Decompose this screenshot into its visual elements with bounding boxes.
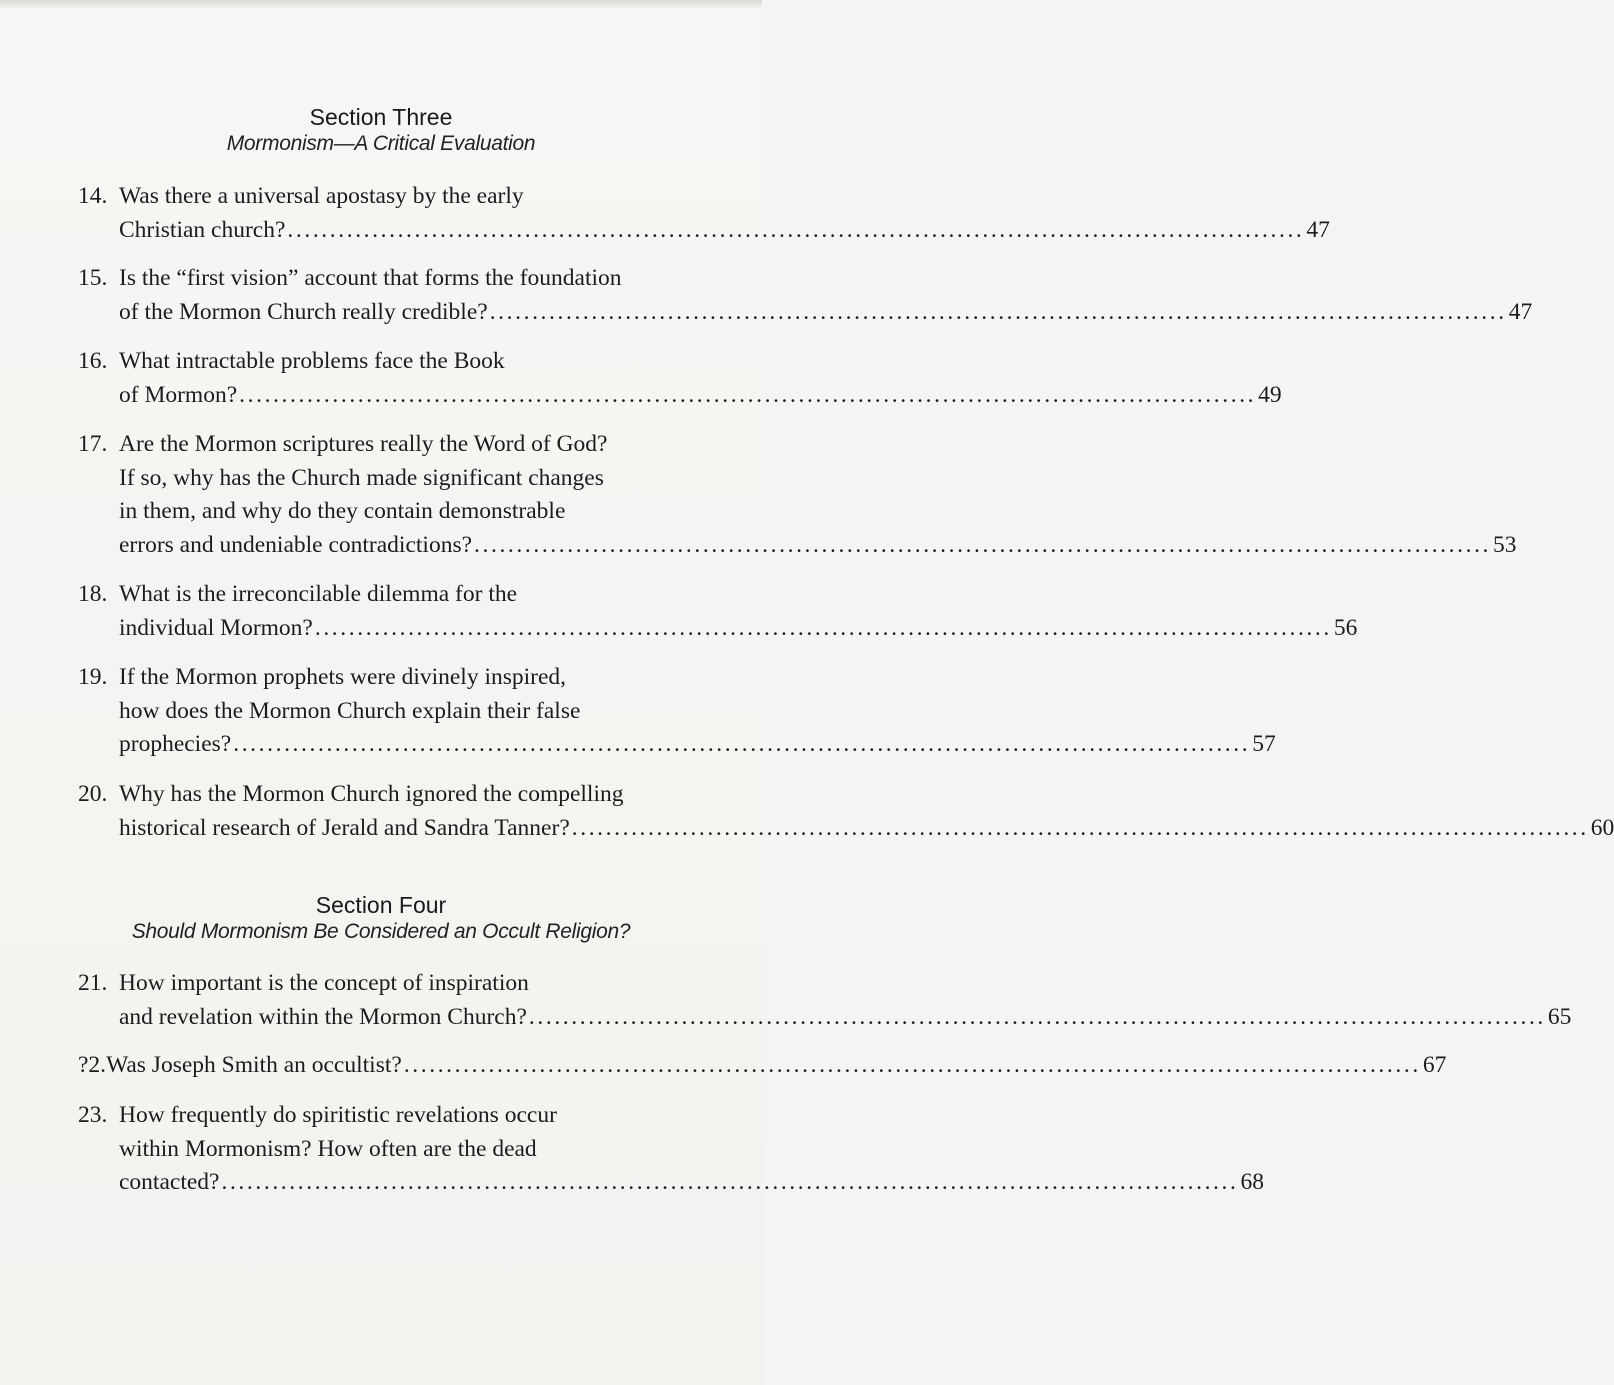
entry-text: Christian church? <box>119 216 286 243</box>
page-number: 60 <box>1590 814 1614 841</box>
section-header <box>0 103 762 157</box>
page-top-edge <box>0 0 762 8</box>
entry-number: ?2. <box>78 1052 107 1078</box>
entry-text: Was Joseph Smith an occultist? <box>106 1052 402 1078</box>
entry-text: If the Mormon prophets were divinely inspired, <box>119 664 567 690</box>
page-number: 47 <box>1306 216 1330 243</box>
entry-text: contacted? <box>119 1169 220 1196</box>
entry-text: How important is the concept of inspiration <box>119 970 529 996</box>
entry-number: 19. <box>78 664 108 690</box>
entry-text: of Mormon? <box>119 381 238 408</box>
toc-entry[interactable] <box>78 1049 1447 1083</box>
page-number: 57 <box>1252 731 1276 758</box>
dot-leader: ........................................................................................................................ <box>287 216 1305 243</box>
entry-number: 15. <box>78 265 108 291</box>
dot-leader: ........................................................................................................................ <box>474 531 1492 558</box>
entry-text: and revelation within the Mormon Church? <box>119 1003 527 1030</box>
page-number: 49 <box>1258 381 1282 408</box>
page-number: 67 <box>1422 1052 1447 1078</box>
toc-entry[interactable] <box>78 345 1282 412</box>
toc-entry[interactable] <box>78 180 1330 247</box>
entry-text: prophecies? <box>119 731 232 758</box>
section-subtitle: Should Mormonism Be Considered an Occult Religion? <box>131 920 631 943</box>
entry-text: within Mormonism? How often are the dead <box>119 1135 537 1162</box>
page-number: 56 <box>1333 614 1358 641</box>
entry-text: of the Mormon Church really credible? <box>119 298 488 325</box>
entry-text: How frequently do spiritistic revelations occur <box>119 1102 557 1128</box>
page-number: 53 <box>1493 531 1517 558</box>
section-subtitle: Mormonism—A Critical Evaluation <box>226 132 536 155</box>
entry-text: What is the irreconcilable dilemma for the <box>119 581 518 607</box>
toc-entry[interactable] <box>78 262 1533 329</box>
entry-number: 14. <box>78 183 108 209</box>
entry-text: how does the Mormon Church explain their false <box>119 697 581 724</box>
dot-leader: ........................................................................................................................ <box>314 614 1332 641</box>
entry-number: 21. <box>78 970 108 996</box>
section-title: Section Four <box>315 892 447 918</box>
entry-text: If so, why has the Church made significant changes <box>119 464 604 491</box>
dot-leader: ........................................................................................................................ <box>489 298 1507 325</box>
page-number: 68 <box>1240 1169 1264 1196</box>
dot-leader: ........................................................................................................................ <box>528 1003 1546 1030</box>
toc-entry[interactable] <box>78 578 1358 645</box>
section-header <box>0 891 762 945</box>
toc-entry[interactable] <box>78 778 1614 845</box>
dot-leader: ........................................................................................................................ <box>221 1169 1239 1196</box>
toc-entry[interactable] <box>78 661 1276 762</box>
page-number: 47 <box>1508 298 1533 325</box>
entry-text: in them, and why do they contain demonstrable <box>119 498 566 525</box>
entry-number: 18. <box>78 581 108 607</box>
toc-entry[interactable] <box>78 428 1517 562</box>
entry-text: individual Mormon? <box>119 614 313 641</box>
dot-leader: ........................................................................................................................ <box>233 731 1251 758</box>
entry-text: Are the Mormon scriptures really the Word of God? <box>119 431 608 457</box>
page-number: 65 <box>1547 1003 1572 1030</box>
entry-number: 20. <box>78 781 108 807</box>
entry-number: 23. <box>78 1102 108 1128</box>
entry-number: 16. <box>78 348 108 374</box>
section-title: Section Three <box>309 104 453 130</box>
entry-text: Was there a universal apostasy by the early <box>119 183 524 209</box>
toc-entry[interactable] <box>78 967 1572 1034</box>
entry-text: Why has the Mormon Church ignored the compelling <box>119 781 624 807</box>
dot-leader: ........................................................................................................................ <box>239 381 1257 408</box>
dot-leader: ........................................................................................................................ <box>571 814 1589 841</box>
entry-text: What intractable problems face the Book <box>119 348 505 374</box>
toc-entry[interactable] <box>78 1099 1264 1200</box>
entry-text: Is the “first vision” account that forms the foundation <box>119 265 622 291</box>
entry-text: historical research of Jerald and Sandra Tanner? <box>119 814 570 841</box>
entry-text: errors and undeniable contradictions? <box>119 531 473 558</box>
dot-leader: ........................................................................................................................ <box>403 1052 1421 1078</box>
entry-number: 17. <box>78 431 108 457</box>
